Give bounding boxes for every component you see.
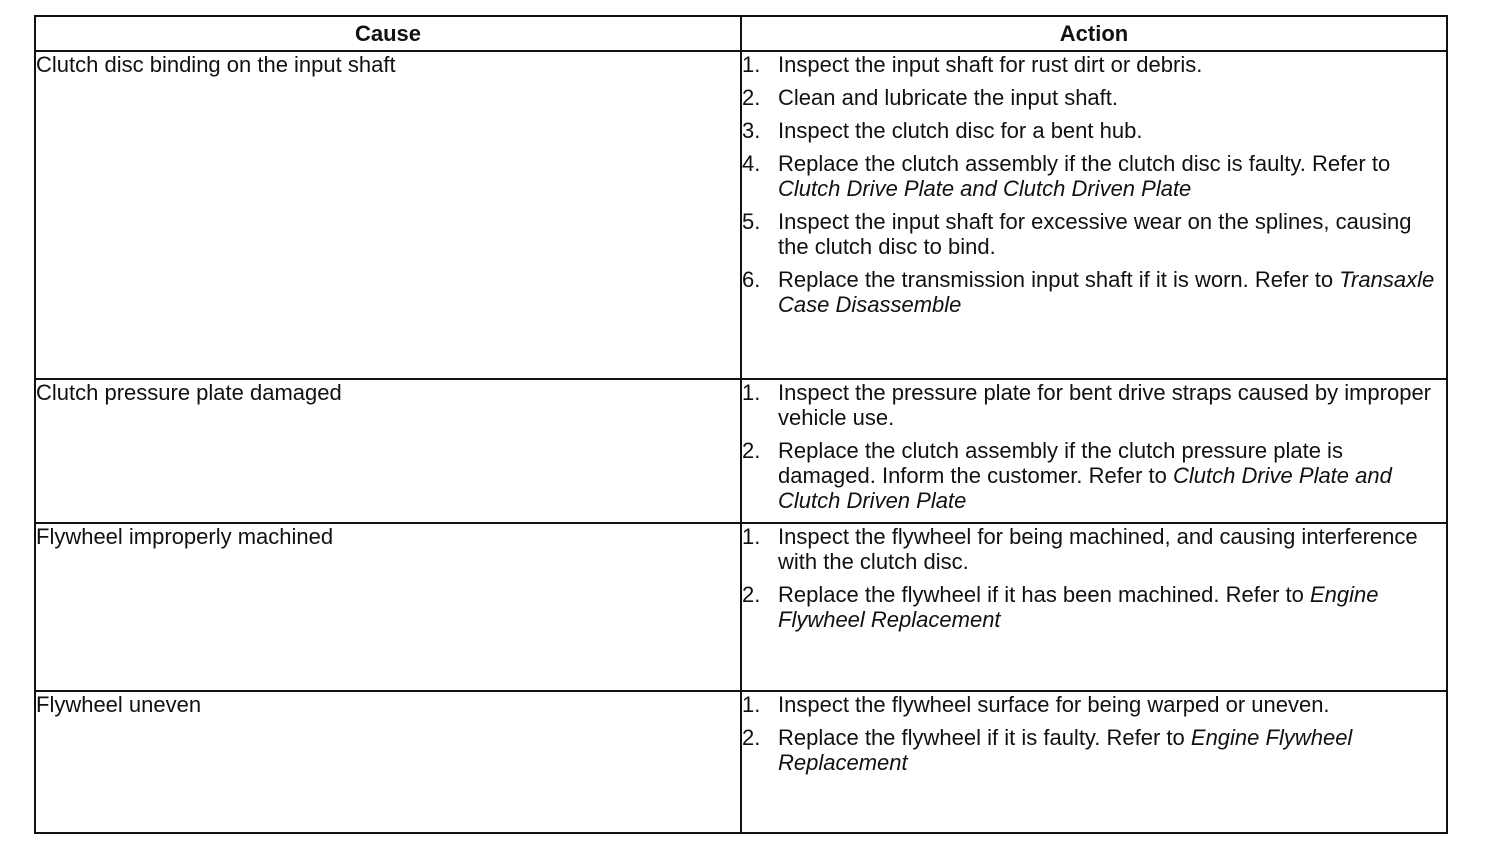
action-steps <box>742 380 1446 513</box>
action-step <box>742 438 1446 513</box>
step-text: Replace the clutch assembly if the clutch pressure plate is damaged. Inform the customer. Refer to <box>778 438 1343 488</box>
action-step <box>742 85 1446 110</box>
step-reference: Engine Flywheel Replacement <box>778 582 1379 632</box>
action-step <box>742 151 1446 201</box>
step-text: Replace the flywheel if it is faulty. Refer to <box>778 725 1191 750</box>
header-cause: Cause <box>35 16 741 51</box>
step-text: Inspect the clutch disc for a bent hub. <box>778 118 1143 143</box>
table-row <box>35 691 1447 833</box>
step-text: Replace the clutch assembly if the clutch disc is faulty. Refer to <box>778 151 1391 176</box>
step-number: 6. <box>742 267 761 292</box>
step-text: Inspect the pressure plate for bent drive straps caused by improper vehicle use. <box>778 380 1432 430</box>
step-reference: Engine Flywheel Replacement <box>778 725 1353 775</box>
step-text-wrap <box>778 151 1446 201</box>
table-row <box>35 523 1447 691</box>
action-cell <box>741 691 1447 833</box>
step-text: Inspect the flywheel for being machined, and causing interference with the clutch disc. <box>778 524 1418 574</box>
action-step <box>742 118 1446 143</box>
step-text: Inspect the input shaft for excessive wear on the splines, causing the clutch disc to bind. <box>778 209 1412 259</box>
step-text-wrap <box>778 524 1446 574</box>
step-text-wrap <box>778 438 1446 513</box>
step-text-wrap <box>778 209 1446 259</box>
step-number: 1. <box>742 692 761 717</box>
cause-cell: Clutch disc binding on the input shaft <box>35 51 741 379</box>
step-text-wrap <box>778 267 1446 317</box>
step-text: Replace the flywheel if it has been machined. Refer to <box>778 582 1310 607</box>
cause-cell: Flywheel uneven <box>35 691 741 833</box>
step-reference: Transaxle Case Disassemble <box>778 267 1435 317</box>
step-number: 3. <box>742 118 761 143</box>
cause-cell: Flywheel improperly machined <box>35 523 741 691</box>
action-cell <box>741 51 1447 379</box>
header-row <box>35 16 1447 51</box>
action-step <box>742 582 1446 632</box>
step-text: Inspect the flywheel surface for being warped or uneven. <box>778 692 1330 717</box>
step-text: Inspect the input shaft for rust dirt or debris. <box>778 52 1203 77</box>
action-steps <box>742 692 1446 775</box>
step-text-wrap <box>778 118 1446 143</box>
action-step <box>742 209 1446 259</box>
action-step <box>742 692 1446 717</box>
step-number: 1. <box>742 52 761 77</box>
step-text-wrap <box>778 52 1446 77</box>
table-row <box>35 379 1447 523</box>
step-text-wrap <box>778 692 1446 717</box>
step-number: 4. <box>742 151 761 176</box>
step-text-wrap <box>778 85 1446 110</box>
step-text: Replace the transmission input shaft if it is worn. Refer to <box>778 267 1340 292</box>
step-text: Clean and lubricate the input shaft. <box>778 85 1119 110</box>
table-row <box>35 51 1447 379</box>
step-number: 2. <box>742 725 761 750</box>
step-text-wrap <box>778 380 1446 430</box>
action-cell <box>741 379 1447 523</box>
step-number: 1. <box>742 380 761 405</box>
action-step <box>742 380 1446 430</box>
action-cell <box>741 523 1447 691</box>
step-reference: Clutch Drive Plate and Clutch Driven Plate <box>778 176 1192 201</box>
diagnostic-table <box>34 15 1448 834</box>
action-step <box>742 725 1446 775</box>
action-steps <box>742 524 1446 632</box>
cause-cell: Clutch pressure plate damaged <box>35 379 741 523</box>
step-number: 2. <box>742 438 761 463</box>
action-steps <box>742 52 1446 317</box>
action-step <box>742 267 1446 317</box>
step-number: 5. <box>742 209 761 234</box>
action-step <box>742 52 1446 77</box>
step-number: 1. <box>742 524 761 549</box>
header-action: Action <box>741 16 1447 51</box>
step-number: 2. <box>742 85 761 110</box>
action-step <box>742 524 1446 574</box>
step-text-wrap <box>778 582 1446 632</box>
step-reference: Clutch Drive Plate and Clutch Driven Plate <box>778 463 1392 513</box>
step-text-wrap <box>778 725 1446 775</box>
step-number: 2. <box>742 582 761 607</box>
